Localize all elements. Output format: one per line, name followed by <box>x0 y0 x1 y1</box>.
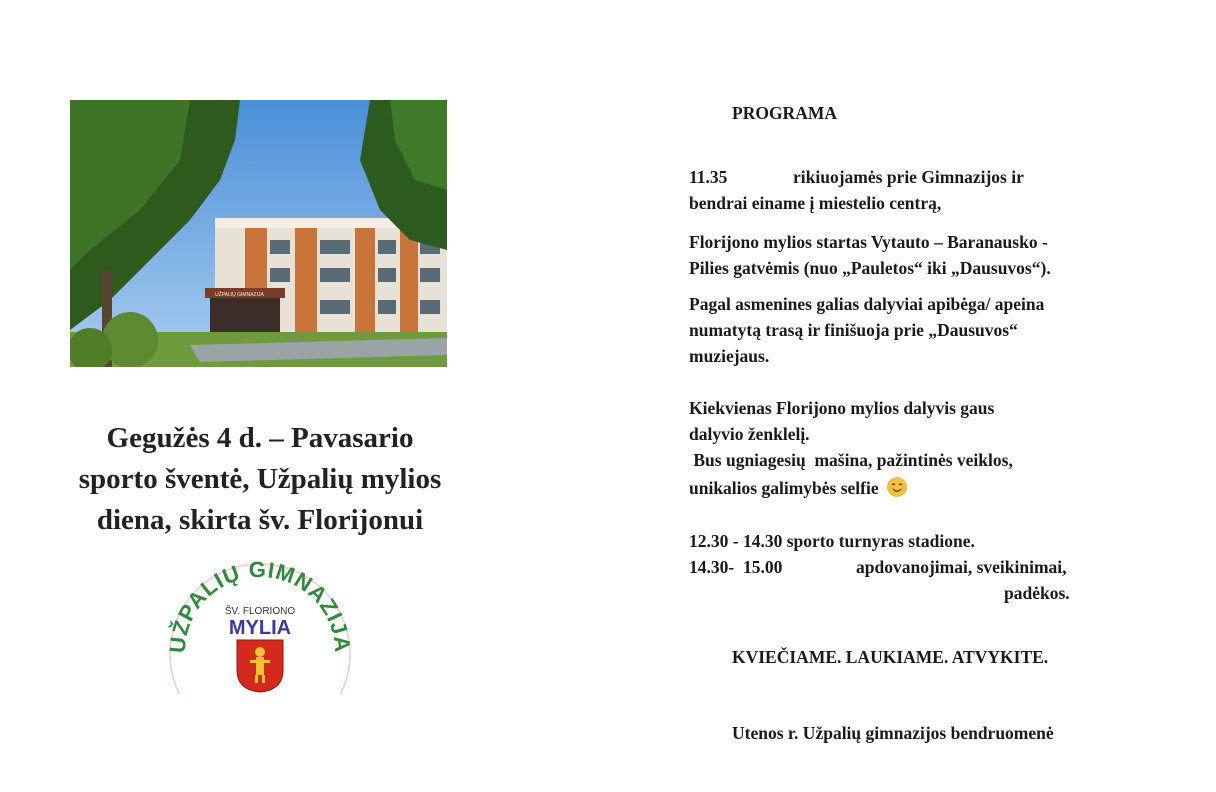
program-item-1-line-1: rikiuojamės prie Gimnazijos ir <box>793 167 1024 187</box>
program-item-1-line-2: bendrai einame į miestelio centrą, <box>689 193 942 213</box>
headline-line-2: sporto šventė, Užpalių mylios <box>78 463 442 495</box>
mylia-logo <box>145 552 375 694</box>
program-item-4-line-1: Kiekvienas Florijono mylios dalyvis gaus <box>689 398 995 418</box>
school-photo <box>70 100 447 367</box>
program-item-3-line-1: Pagal asmenines galias dalyviai apibėga/ apeina <box>689 294 1045 314</box>
program-item-4-line-2: dalyvio ženklelį. <box>689 424 810 444</box>
program-item-3-line-3: muziejaus. <box>689 346 770 366</box>
logo-subtitle: ŠV. FLORIONO <box>224 606 296 617</box>
invitation: KVIEČIAME. LAUKIAME. ATVYKITE. <box>732 647 1049 667</box>
program-item-2-line-2: Pilies gatvėmis (nuo „Pauletos“ iki „Dausuvos“). <box>689 258 1051 278</box>
logo-arc-text: UŽPALIŲ GIMNAZIJA <box>164 556 356 654</box>
program-item-4-line-4: unikalios galimybės selfie <box>689 478 879 498</box>
signature: Utenos r. Užpalių gimnazijos bendruomenė <box>732 723 1054 743</box>
event-headline <box>40 418 480 541</box>
time-1: 11.35 <box>689 167 728 187</box>
program-item-4-line-4-wrap <box>689 475 907 501</box>
headline-line-3: diena, skirta šv. Florijonui <box>96 504 424 536</box>
time-2-line: 12.30 - 14.30 sporto turnyras stadione. <box>689 531 975 551</box>
program-item-2-line-1: Florijono mylios startas Vytauto – Baranausko - <box>689 232 1048 252</box>
logo-title: MYLIA <box>228 617 292 639</box>
program-item-3-line-2: numatytą trasą ir finišuoja prie „Dausuvos“ <box>689 320 1018 340</box>
time-3: 14.30- 15.00 <box>689 557 783 577</box>
program-item-5-line-1: apdovanojimai, sveikinimai, <box>856 557 1067 577</box>
smiley-icon <box>887 477 907 497</box>
program-item-4-line-3: Bus ugniagesių mašina, pažintinės veiklos, <box>689 450 1013 470</box>
program-item-5-line-2: padėkos. <box>1004 583 1070 603</box>
program-heading: PROGRAMA <box>732 103 837 123</box>
coat-of-arms-icon <box>237 640 283 692</box>
headline-line-1: Gegužės 4 d. – Pavasario <box>106 422 414 454</box>
photo-sign: UŽPALIŲ GIMNAZIJA <box>215 292 264 298</box>
